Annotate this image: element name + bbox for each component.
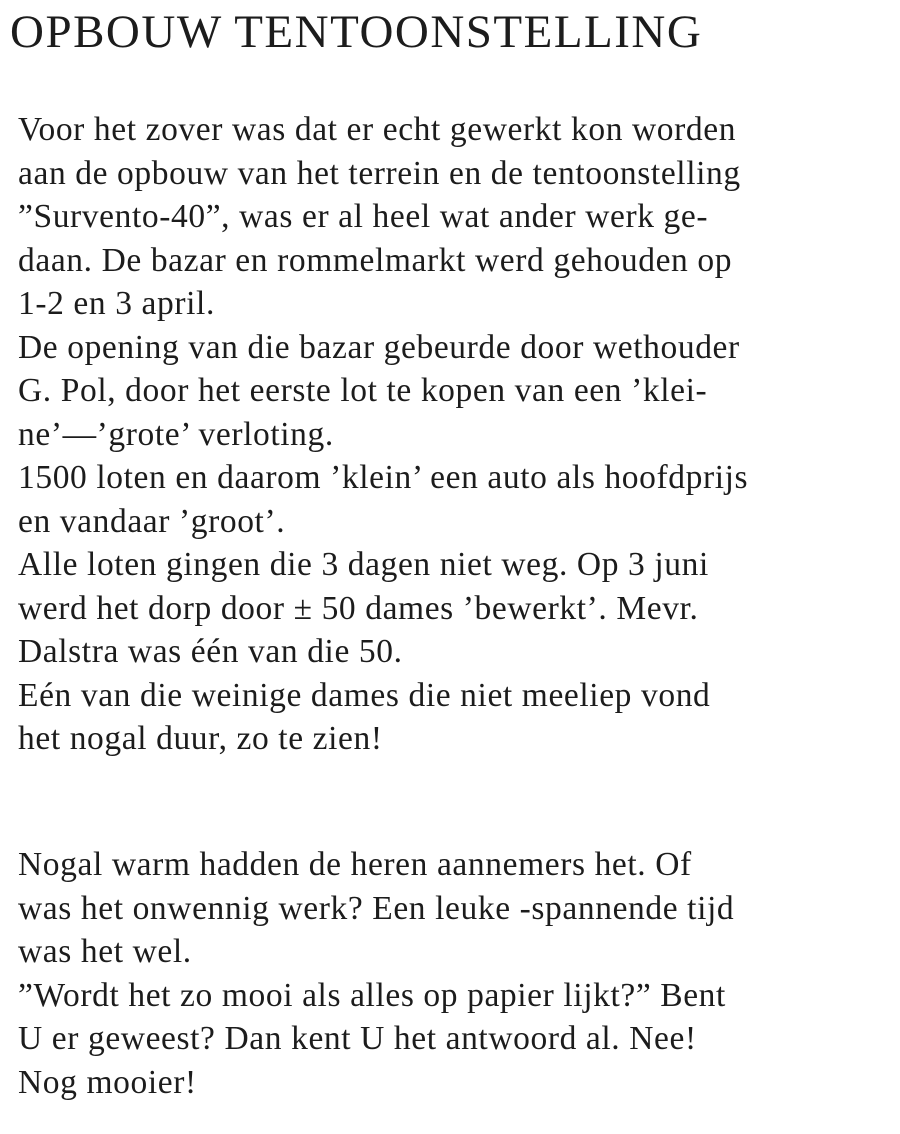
- text-line: 1500 loten en daarom ’klein’ een auto als hoofdprijs: [18, 459, 749, 496]
- text-line: en vandaar ’groot’.: [18, 502, 286, 540]
- text-line: G. Pol, door het eerste lot te kopen van een ’klei-: [18, 372, 708, 409]
- text-line: Dalstra was één van die 50.: [18, 633, 403, 670]
- page-title: OPBOUW TENTOONSTELLING: [10, 6, 703, 58]
- text-line: ”Survento-40”, was er al heel wat ander werk ge-: [18, 198, 709, 235]
- text-line: het nogal duur, zo te zien!: [18, 720, 383, 757]
- paragraph-2: [18, 843, 734, 1104]
- text-line: Alle loten gingen die 3 dagen niet weg. Op 3 juni: [18, 546, 709, 583]
- text-line: ”Wordt het zo mooi als alles op papier lijkt?” Bent: [18, 976, 726, 1014]
- text-line: was het onwennig werk? Een leuke -spannende tijd: [18, 889, 735, 927]
- text-line: 1-2 en 3 april.: [18, 285, 215, 322]
- text-line: was het wel.: [18, 933, 192, 970]
- text-line: Voor het zover was dat er echt gewerkt kon worden: [18, 111, 737, 148]
- text-line: U er geweest? Dan kent U het antwoord al. Nee!: [18, 1020, 697, 1057]
- text-line: aan de opbouw van het terrein en de tentoonstelling: [18, 154, 741, 192]
- text-line: De opening van die bazar gebeurde door wethouder: [18, 328, 740, 366]
- text-line: werd het dorp door ± 50 dames ’bewerkt’. Mevr.: [18, 589, 699, 627]
- text-line: daan. De bazar en rommelmarkt werd gehouden op: [18, 241, 733, 279]
- paragraph-1: [18, 108, 748, 761]
- text-line: Nogal warm hadden de heren aannemers het. Of: [18, 846, 692, 883]
- text-line: Nog mooier!: [18, 1063, 197, 1101]
- text-line: ne’—’grote’ verloting.: [18, 415, 334, 453]
- text-line: Eén van die weinige dames die niet meeliep vond: [18, 676, 711, 714]
